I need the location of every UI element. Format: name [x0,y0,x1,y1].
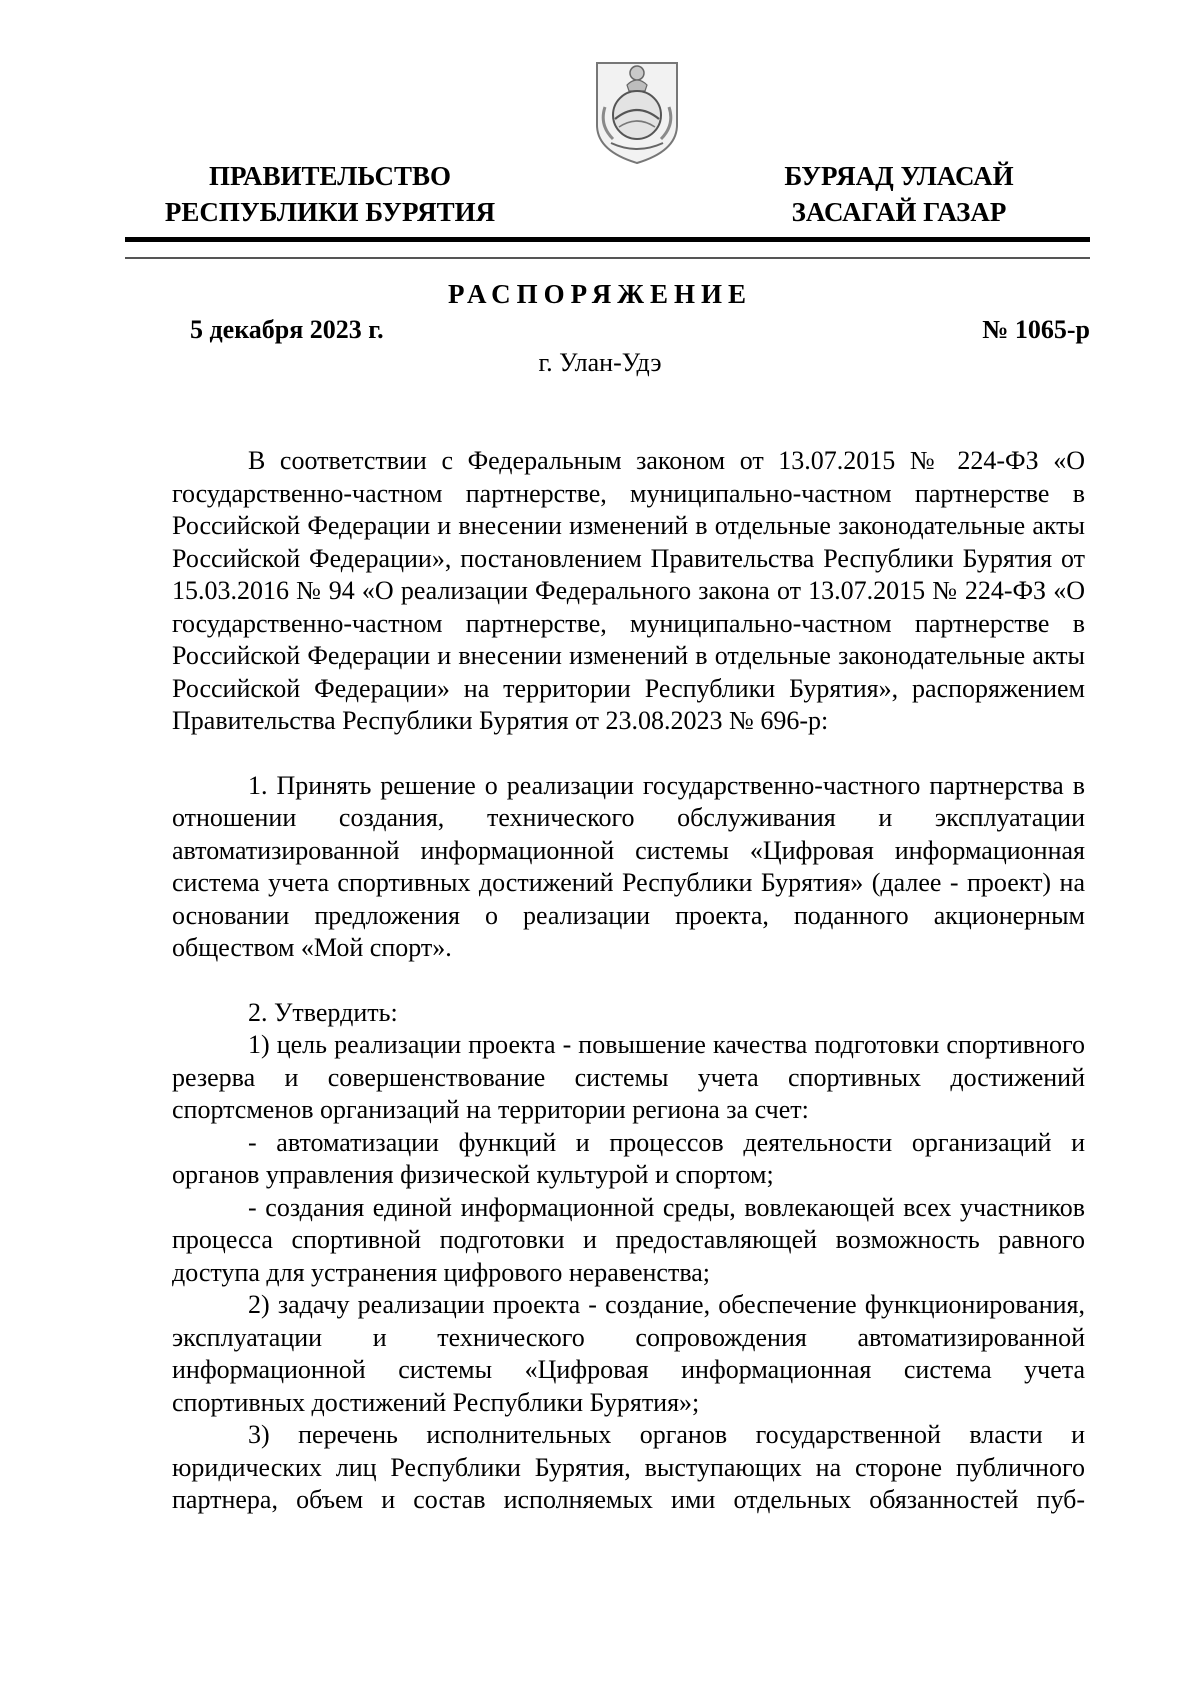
header-divider-thin [125,257,1090,259]
org-name-ru-line-2: РЕСПУБЛИКИ БУРЯТИЯ [164,197,496,227]
document-city: г. Улан-Удэ [538,348,662,377]
coat-of-arms-icon [591,55,683,167]
org-name-bua [754,158,1044,230]
org-name-ru [160,158,500,230]
org-name-bua-line-1: БУРЯАД УЛАСАЙ [784,161,1014,191]
paragraph-item-2-heading: 2. Утвердить: [248,997,398,1027]
document-date: 5 декабря 2023 г. [190,315,384,344]
paragraph-item-2-1: 1) цель реализации проекта - повышение качества подготовки спортивного резерва и совершенствование системы учета спортивных достижений спортсменов организаций на территории региона за счет: [172,1030,1085,1124]
document-type: РАСПОРЯЖЕНИЕ [447,279,753,309]
paragraph-item-2-2: 2) задачу реализации проекта - создание, обеспечение функционирования, эксплуатации и технического сопровождения автоматизированной информационной системы «Цифровая информационная система учета спортивных достижений Республики Бурятия»; [172,1290,1085,1417]
paragraph-item-2-1-a: - автоматизации функций и процессов деятельности организаций и органов управления физической культурой и спортом; [172,1127,1085,1189]
document-number: № 1065-р [982,315,1090,344]
org-name-bua-line-2: ЗАСАГАЙ ГАЗАР [791,197,1007,227]
paragraph-item-2-1-b: - создания единой информационной среды, вовлекающей всех участников процесса спортивной подготовки и предоставляющей возможность равного доступа для устранения цифрового неравенства; [172,1192,1085,1287]
org-name-ru-line-1: ПРАВИТЕЛЬСТВО [208,161,452,191]
document-body [172,445,1085,1517]
paragraph-item-2-3: 3) перечень исполнительных органов государственной власти и юридических лиц Республики Бурятия, выступающих на стороне публичного партнера, объем и состав исполняемых ими отдельных обязанностей пуб- [172,1420,1085,1514]
paragraph-preamble: В соответствии с Федеральным законом от 13.07.2015 № 224-ФЗ «О государственно-частном партнерстве, муниципально-частном партнерстве в Российской Федерации и внесении изменений в отдельные законодательные акты Российской Федерации», постановлением Правительства Республики Бурятия от 15.03.2016 № 94 «О реализации Федерального закона от 13.07.2015 № 224-ФЗ «О государственно-частном партнерстве, муниципально-частном партнерстве в Российской Федерации и внесении изменений в отдельные законодательные акты Российской Федерации» на территории Республики Бурятия», распоряжением Правительства Республики Бурятия от 23.08.2023 № 696-р: [172,446,1085,735]
header-divider-thick [125,237,1090,242]
paragraph-item-1: 1. Принять решение о реализации государственно-частного партнерства в отношении создания, технического обслуживания и эксплуатации автоматизированной информационной системы «Цифровая информационная система учета спортивных достижений Республики Бурятия» (далее - проект) на основании предложения о реализации проекта, поданного акционерным обществом «Мой спорт». [172,770,1085,962]
